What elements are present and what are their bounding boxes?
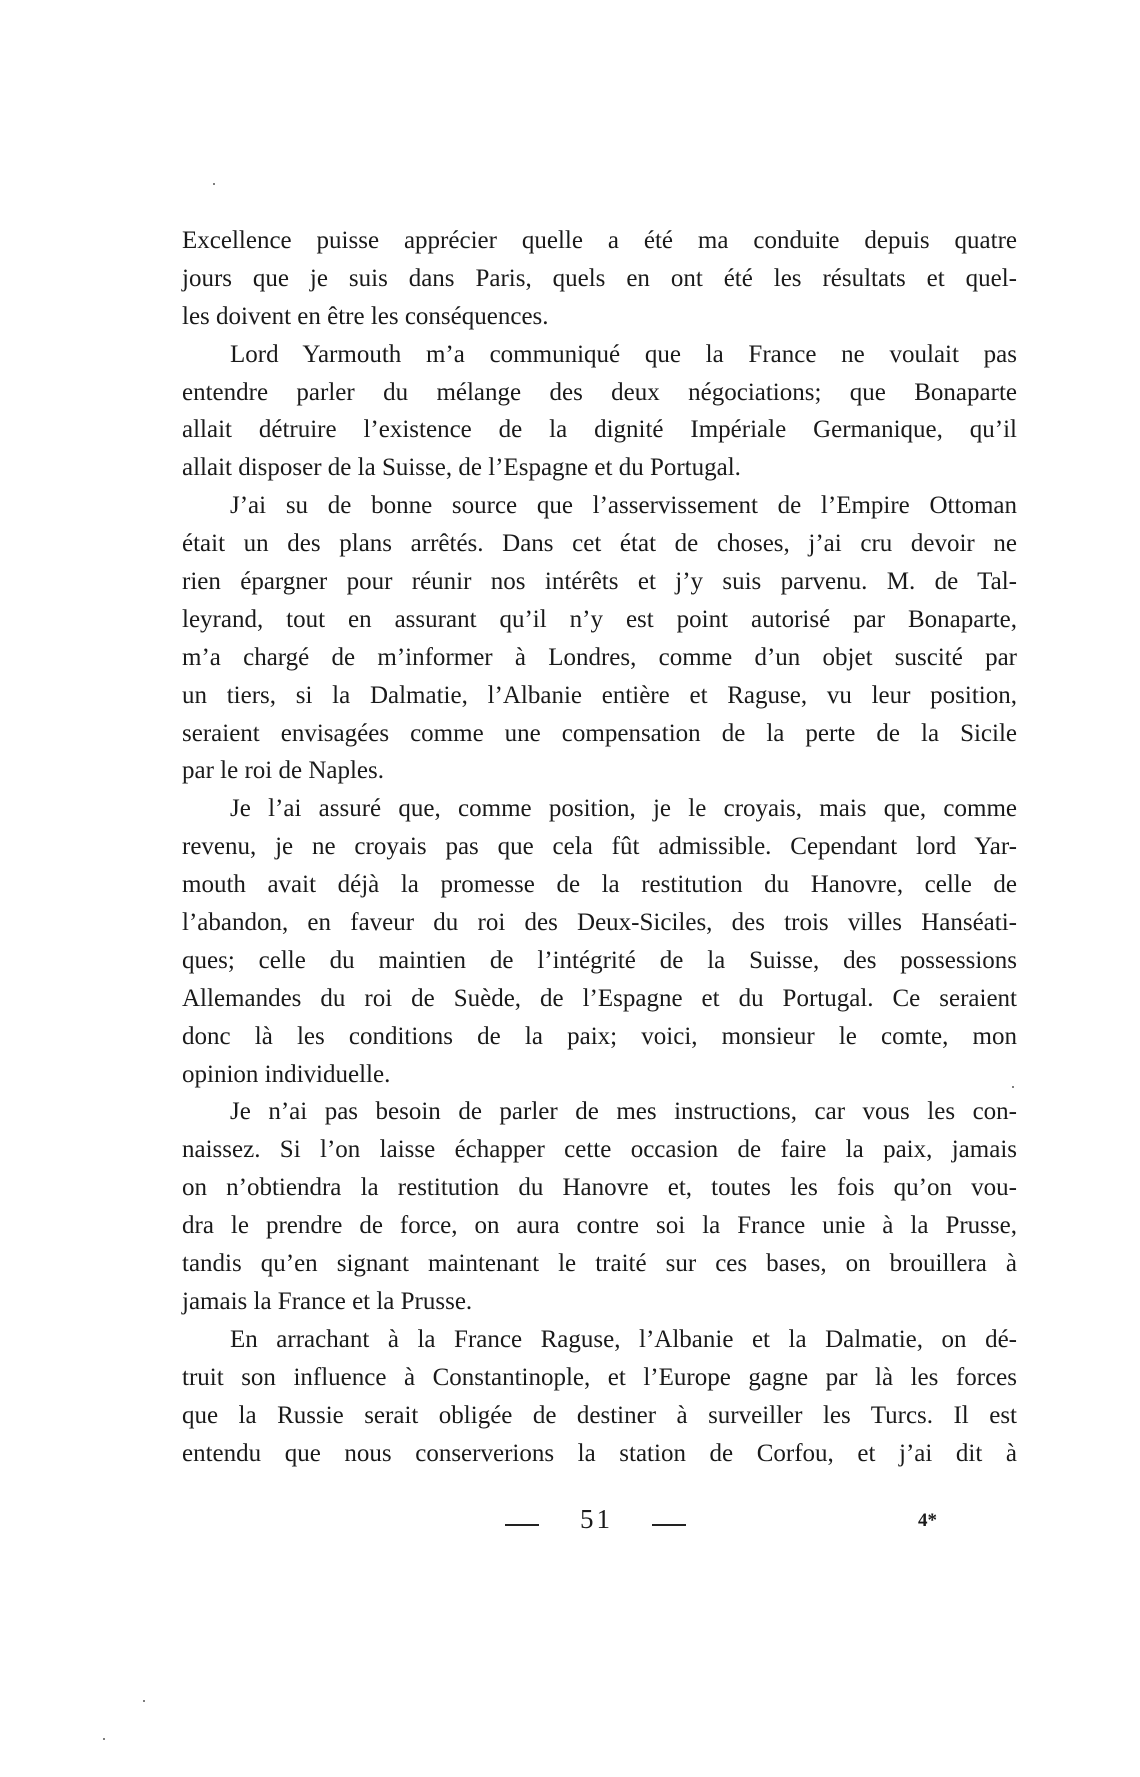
text-line: on n’obtiendra la restitution du Hanovre et, toutes les fois qu’on vou- bbox=[182, 1174, 1017, 1202]
text-line: m’a chargé de m’informer à Londres, comme d’un objet suscité par bbox=[182, 643, 1017, 671]
page-number: 51 bbox=[580, 1504, 613, 1534]
text-line: Je n’ai pas besoin de parler de mes instructions, car vous les con- bbox=[230, 1098, 1017, 1126]
text-line: Allemandes du roi de Suède, de l’Espagne et du Portugal. Ce seraient bbox=[182, 984, 1017, 1012]
text-line: revenu, je ne croyais pas que cela fût admissible. Cependant lord Yar- bbox=[182, 833, 1017, 861]
text-line: donc là les conditions de la paix; voici, monsieur le comte, mon bbox=[182, 1022, 1017, 1050]
text-line: tandis qu’en signant maintenant le traité sur ces bases, on brouillera à bbox=[182, 1250, 1017, 1278]
text-line: truit son influence à Constantinople, et l’Europe gagne par là les forces bbox=[182, 1363, 1017, 1391]
text-line: Excellence puisse apprécier quelle a été ma conduite depuis quatre bbox=[182, 227, 1017, 254]
text-line: leyrand, tout en assurant qu’il n’y est point autorisé par Bonaparte, bbox=[182, 605, 1017, 633]
text-line: allait disposer de la Suisse, de l’Espagne et du Portugal. bbox=[182, 454, 741, 482]
text-line: Lord Yarmouth m’a communiqué que la France ne voulait pas bbox=[230, 340, 1017, 368]
speck bbox=[1012, 1086, 1014, 1088]
text-line: un tiers, si la Dalmatie, l’Albanie entière et Raguse, vu leur position, bbox=[182, 681, 1017, 709]
text-line: que la Russie serait obligée de destiner à surveiller les Turcs. Il est bbox=[182, 1401, 1017, 1429]
text-line: par le roi de Naples. bbox=[182, 757, 385, 785]
text-line: était un des plans arrêtés. Dans cet état de choses, j’ai cru devoir ne bbox=[182, 530, 1017, 558]
text-line: naissez. Si l’on laisse échapper cette occasion de faire la paix, jamais bbox=[182, 1136, 1017, 1164]
text-line: En arrachant à la France Raguse, l’Albanie et la Dalmatie, on dé- bbox=[230, 1325, 1017, 1353]
dash-left bbox=[505, 1524, 539, 1526]
text-line: allait détruire l’existence de la dignité Impériale Germanique, qu’il bbox=[182, 416, 1017, 444]
text-line: seraient envisagées comme une compensation de la perte de la Sicile bbox=[182, 719, 1017, 747]
text-line: entendre parler du mélange des deux négociations; que Bonaparte bbox=[182, 378, 1017, 406]
text-line: jours que je suis dans Paris, quels en ont été les résultats et quel- bbox=[182, 264, 1017, 292]
text-line: jamais la France et la Prusse. bbox=[182, 1287, 473, 1315]
speck bbox=[143, 1700, 145, 1702]
text-line: entendu que nous conserverions la station de Corfou, et j’ai dit à bbox=[182, 1439, 1017, 1467]
page-footer bbox=[0, 1500, 1140, 1540]
text-line: ques; celle du maintien de l’intégrité de la Suisse, des possessions bbox=[182, 946, 1017, 974]
signature-mark: 4* bbox=[918, 1510, 937, 1531]
text-line: dra le prendre de force, on aura contre soi la France unie à la Prusse, bbox=[182, 1212, 1017, 1240]
dash-right bbox=[652, 1524, 686, 1526]
text-line: mouth avait déjà la promesse de la restitution du Hanovre, celle de bbox=[182, 871, 1017, 899]
speck bbox=[213, 183, 215, 185]
body-text bbox=[182, 222, 1017, 1472]
speck bbox=[103, 1738, 105, 1740]
text-line: Je l’ai assuré que, comme position, je le croyais, mais que, comme bbox=[230, 795, 1017, 823]
text-line: l’abandon, en faveur du roi des Deux-Siciles, des trois villes Hanséati- bbox=[182, 909, 1017, 937]
text-line: J’ai su de bonne source que l’asservissement de l’Empire Ottoman bbox=[230, 492, 1017, 520]
text-line: les doivent en être les conséquences. bbox=[182, 302, 549, 330]
text-line: rien épargner pour réunir nos intérêts et j’y suis parvenu. M. de Tal- bbox=[182, 568, 1017, 596]
text-line: opinion individuelle. bbox=[182, 1060, 391, 1088]
